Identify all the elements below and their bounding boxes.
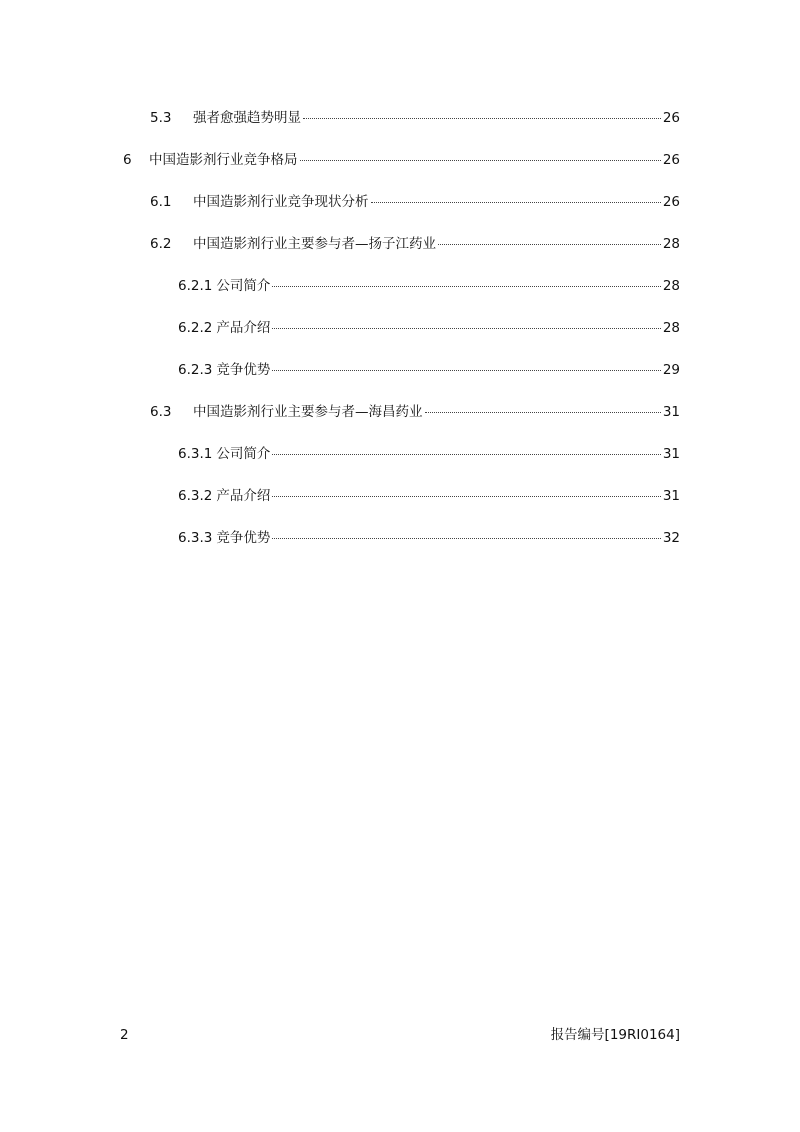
dot-leader [272,537,660,539]
dot-leader [272,495,660,497]
toc-page-number: 31 [662,446,680,462]
toc-page-number: 31 [662,488,680,504]
dot-leader [300,159,661,161]
dot-leader [425,411,661,413]
toc-page-number: 28 [662,278,680,294]
toc-entry-5-3[interactable] [150,108,680,128]
toc-title: 中国造影剂行业主要参与者—扬子江药业 [193,236,436,252]
toc-number: 5.3 [150,110,172,126]
toc-page-number: 29 [662,362,680,378]
toc-title: 公司简介 [216,446,271,462]
toc-number: 6.3 [150,404,172,420]
dot-leader [371,201,661,203]
toc-entry-6-2-2[interactable] [178,318,680,338]
toc-entry-6-3[interactable] [150,402,680,422]
toc-title: 强者愈强趋势明显 [193,110,301,126]
toc-number: 6.3.2 [178,488,213,504]
toc-title: 中国造影剂行业竞争格局 [149,152,298,168]
dot-leader [272,285,660,287]
toc-page-number: 26 [662,152,680,168]
dot-leader [272,453,660,455]
toc-page-number: 26 [662,194,680,210]
toc-title: 中国造影剂行业竞争现状分析 [193,194,369,210]
toc-number: 6.1 [150,194,172,210]
dot-leader [272,327,660,329]
toc-number: 6.3.3 [178,530,213,546]
toc-entry-6-1[interactable] [150,192,680,212]
toc-entry-6-3-1[interactable] [178,444,680,464]
toc-entry-6-3-3[interactable] [178,528,680,548]
toc-number: 6.2.3 [178,362,213,378]
toc-number: 6.3.1 [178,446,213,462]
toc-number: 6 [123,152,132,168]
toc-page-number: 32 [662,530,680,546]
dot-leader [303,117,661,119]
toc-entry-6-3-2[interactable] [178,486,680,506]
toc-title: 中国造影剂行业主要参与者—海昌药业 [193,404,423,420]
toc-title: 产品介绍 [216,488,271,504]
toc-number: 6.2.2 [178,320,213,336]
toc-entry-6-2-1[interactable] [178,276,680,296]
toc-page-number: 28 [662,236,680,252]
toc-number: 6.2 [150,236,172,252]
toc-number: 6.2.1 [178,278,213,294]
toc-entry-6-2-3[interactable] [178,360,680,380]
dot-leader [272,369,660,371]
footer-page-number: 2 [120,1027,129,1043]
toc-title: 公司简介 [216,278,271,294]
toc-entry-6[interactable] [123,150,680,170]
footer-report-id: 报告编号[19RI0164] [550,1027,680,1043]
toc-title: 竞争优势 [216,530,271,546]
toc-entry-6-2[interactable] [150,234,680,254]
toc-page-number: 31 [662,404,680,420]
toc-title: 产品介绍 [216,320,271,336]
dot-leader [438,243,661,245]
toc-page-number: 26 [662,110,680,126]
toc-page-number: 28 [662,320,680,336]
toc-title: 竞争优势 [216,362,271,378]
